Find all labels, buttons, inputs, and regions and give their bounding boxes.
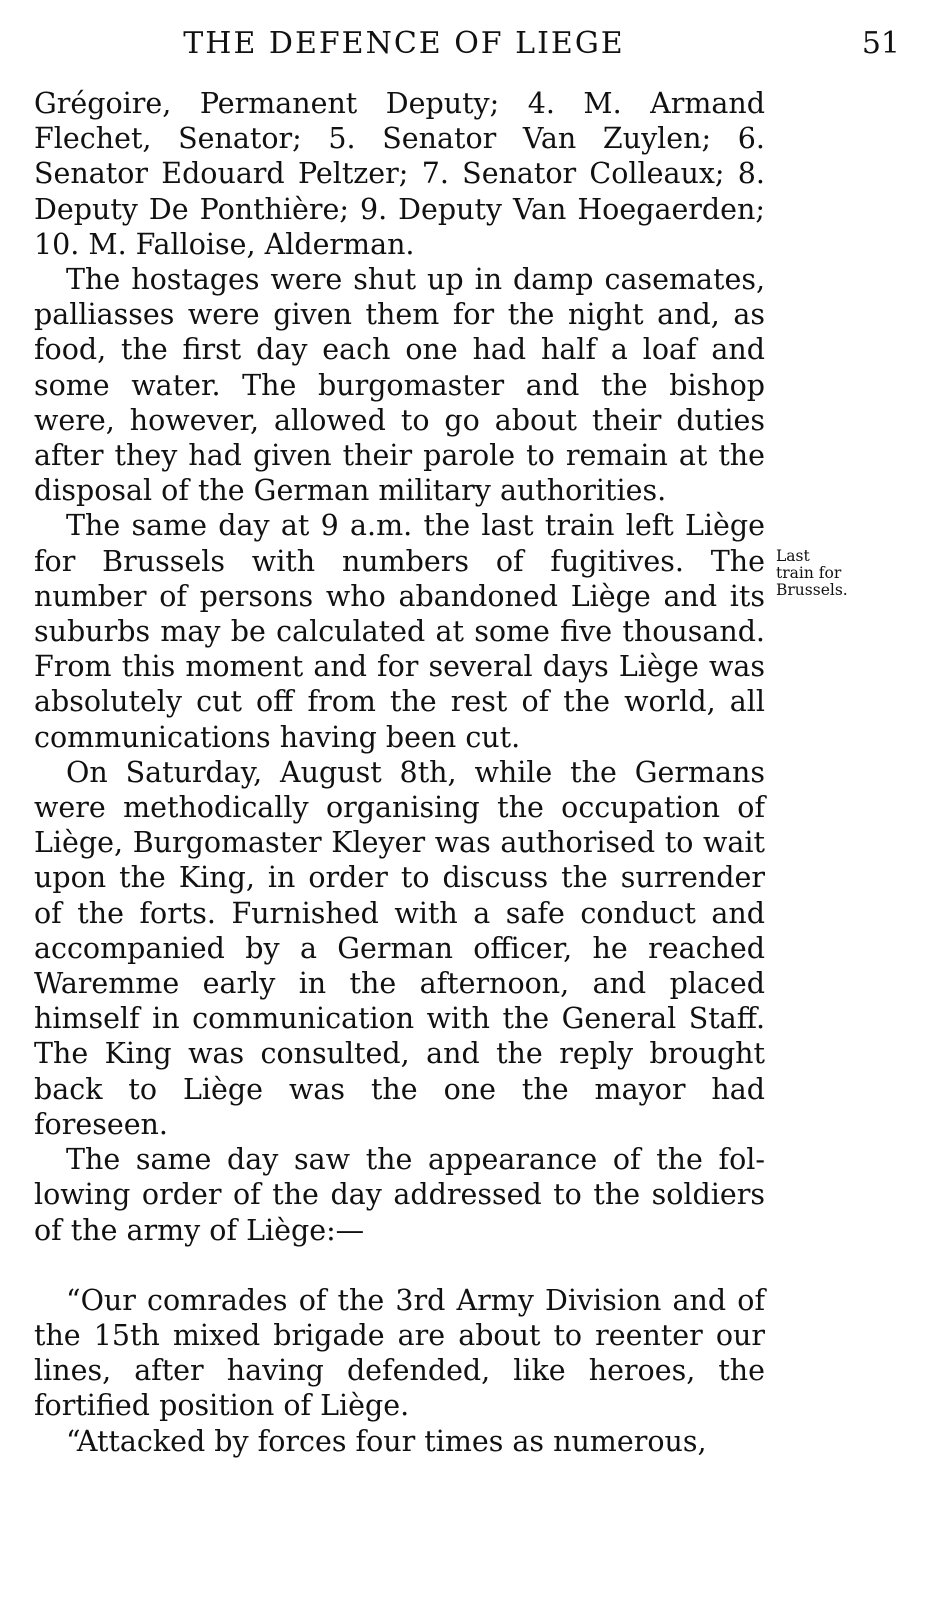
paragraph-last-train: The same day at 9 a.m. the last train left Liège for Brussels with numbers of fugitives. The number of persons who abandoned Liège and its suburbs may be calculated at some five thousand. From this moment and for several days Liège was absolutely cut off from the rest of the world, all communications having been cut. — [34, 509, 765, 754]
body-text — [34, 86, 765, 1459]
paragraph-burgomaster-kleyer: On Saturday, August 8th, while the Germans were methodically organising the occupation of Liège, Burgomaster Kleyer was authorised to wait upon the King, in order to discuss the surrender of the forts. Furnished with a safe conduct and accompanied by a German officer, he reached Waremme early in the afternoon, and placed himself in communication with the General Staff. The King was consulted, and the reply brought back to Liège was the one the mayor had foreseen. — [34, 755, 765, 1141]
page-number: 51 — [861, 26, 900, 61]
margin-note-line: Last — [776, 547, 810, 565]
margin-note-last-train — [776, 548, 896, 599]
paragraph-order-of-day-intro: The same day saw the appearance of the following order of the day addressed to the soldiers of the army of Liège:— — [34, 1143, 765, 1247]
running-title: THE DEFENCE OF LIEGE — [183, 26, 625, 61]
running-head — [34, 24, 900, 64]
paragraph-hostages-list: Grégoire, Permanent Deputy; 4. M. Armand Flechet, Senator; 5. Senator Van Zuylen; 6. Senator Edouard Peltzer; 7. Senator Colleaux; 8. Deputy De Ponthière; 9. Deputy Van Hoegaerden; 10. M. Falloise, Alderman. — [34, 87, 765, 261]
margin-note-line: Brussels. — [776, 581, 848, 599]
paragraph-quote-comrades: “Our comrades of the 3rd Army Division and of the 15th mixed brigade are about to reenter our lines, after having defended, like heroes, the fortified position of Liège. — [34, 1283, 765, 1423]
paragraph-quote-attacked: “Attacked by forces four times as numerous, — [66, 1424, 707, 1458]
paragraph-casemates: The hostages were shut up in damp casemates, palliasses were given them for the night and, as food, the first day each one had half a loaf and some water. The burgomaster and the bishop were, however, allowed to go about their duties after they had given their parole to remain at the disposal of the German military authorities. — [34, 263, 765, 508]
margin-note-line: train for — [776, 564, 842, 582]
